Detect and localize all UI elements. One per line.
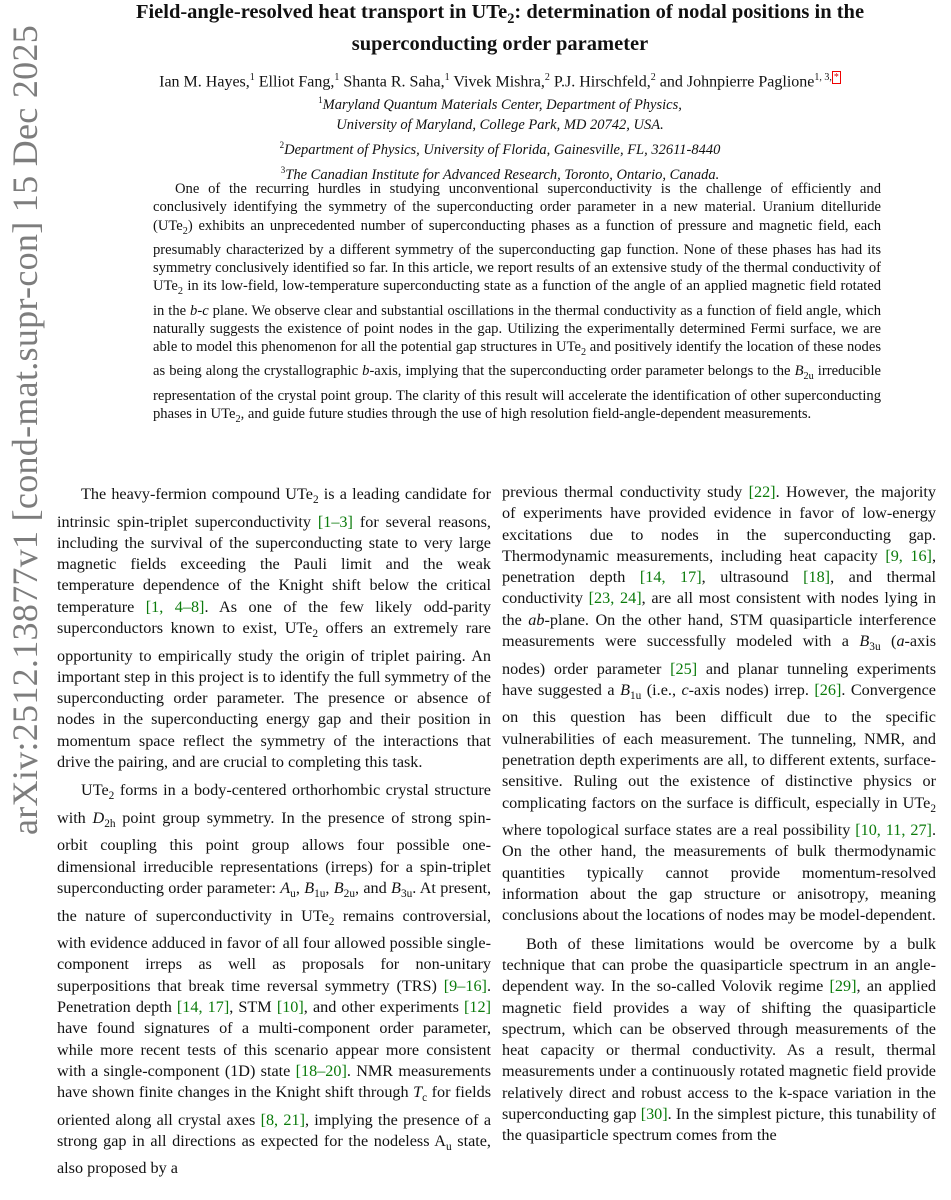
right-column (502, 482, 936, 1154)
paragraph-intro-2: UTe$_2$ forms in a body-centered orthorhombic crystal structure with $D_{2h}$ point group symmetry. In the presence of strong spin-orbit coupling this point group allows four possible one-dimensional irreducible representations (irreps) for a spin-triplet superconducting order parameter: $A_u$, $B_{1u}$, $B_{2u}$, and $B_{3u}$. At present, the nature of superconductivity in UTe$_2$ remains controversial, with evidence adduced in favor of all four allowed possible single-component irreps as well as proposals for non-unitary superpositions that break time reversal symmetry (TRS) [9–16]. Penetration depth [14, 17], STM [10], and other experiments [12] have found signatures of a multi-component order parameter, while more recent tests of this scenario appear more consistent with a single-component (1D) state [18–20]. NMR measurements have shown finite changes in the Knight shift through $T_c$ for fields oriented along all crystal axes [8, 21], implying the presence of a strong gap in all directions as expected for the nodeless $A_u$ state, also proposed by a (57, 781, 492, 1178)
affiliation-1-cont: University of Maryland, College Park, MD 20742, USA. (336, 116, 664, 133)
citation-link[interactable]: [8, 21] (260, 1110, 305, 1129)
abstract: One of the recurring hurdles in studying unconventional superconductivity is the challenge of efficiently and conclusively identifying the symmetry of the superconducting order parameter in a new material. Uranium ditelluride (UTe$_2$) exhibits an unprecedented number of superconducting phases as a function of pressure and magnetic field, each presumably characterized by a different symmetry of the superconducting gap function. None of these phases has had its symmetry conclusively identified so far. In this article, we report results of an extensive study of the thermal conductivity of UTe$_2$ in its low-field, low-temperature superconducting state as a function of the angle of an applied magnetic field rotated in the b-c plane. We observe clear and substantial oscillations in the thermal conductivity as a function of field angle, which naturally suggests the existence of point nodes in the gap. Utilizing the experimentally determined Fermi surface, we are able to model this phenomenon for all the potential gap structures in UTe$_2$ and positively identify the location of these nodes as being along the crystallographic b-axis, implying that the superconducting order parameter belongs to the $B_{2u}$ irreducible representation of the crystal point group. The clarity of this result will accelerate the identification of other superconducting phases in UTe$_2$, and guide future studies through the use of high resolution field-angle-dependent measurements. (153, 181, 881, 425)
left-column (57, 484, 491, 1187)
citation-link[interactable]: [22] (748, 483, 776, 501)
citation-link[interactable]: [9–16] (443, 976, 487, 995)
citation-link[interactable]: [1–3] (317, 512, 353, 531)
citation-link[interactable]: [23, 24] (588, 589, 642, 608)
citation-link[interactable]: [26] (814, 680, 842, 699)
affiliation-2: $^2$Department of Physics, University of Florida, Gainesville, FL, 32611-8440 (279, 139, 721, 158)
citation-link[interactable]: [10, 11, 27] (855, 821, 932, 840)
citation-link[interactable]: [18] (803, 568, 831, 587)
arxiv-identifier-stamp: arXiv:2512.13877v1 [cond-mat.supr-con] 15 Dec 2025 (5, 24, 45, 836)
paragraph-continued: previous thermal conductivity study [22]. However, the majority of experiments have provided evidence in favor of low-energy excitations due to nodes in the superconducting gap. Thermodynamic measurements, including heat capacity [9, 16], penetration depth [14, 17], ultrasound [18], and thermal conductivity [23, 24], are all most consistent with nodes lying in the ab-plane. On the other hand, STM quasiparticle interference measurements were successfully modeled with a $B_{3u}$ (a-axis nodes) order parameter [25] and planar tunneling experiments have suggested a $B_{1u}$ (i.e., c-axis nodes) irrep. [26]. Convergence on this question has been difficult due to the specific vulnerabilities of each measurement. The tunneling, NMR, and penetration depth experiments are all, to different extents, surface-sensitive. Ruling out the existence of distinctive physics or complicating factors on the surface is difficult, especially in UTe$_2$ where topological surface states are a real possibility [10, 11, 27]. On the other hand, the measurements of bulk thermodynamic quantities typically cannot provide momentum-resolved information about the gap structure or anisotropy, meaning conclusions about the locations of nodes may be model-dependent. (502, 483, 937, 925)
citation-link[interactable]: [14, 17] (639, 568, 702, 587)
paragraph-volovik: Both of these limitations would be overcome by a bulk technique that can probe the quasiparticle spectrum in an angle-dependent way. In the so-called Volovik regime [29], an applied magnetic field provides a way of shifting the quasiparticle spectrum, which can be observed through measurements of the heat capacity or thermal conductivity. As a result, thermal measurements under a continuously rotated magnetic field provide relatively direct and robust access to the k-space variation in the superconducting gap [30]. In the simplest picture, this tunability of the quasiparticle spectrum comes from the (502, 934, 936, 1145)
citation-link[interactable]: [12] (464, 997, 491, 1016)
corresponding-author-link[interactable]: * (833, 72, 839, 83)
citation-link[interactable]: [14, 17] (176, 997, 230, 1016)
affiliations (60, 90, 940, 184)
citation-link[interactable]: [9, 16] (885, 546, 932, 565)
paper-title: Field-angle-resolved heat transport in UTe$_2$: determination of nodal positions in the superconducting order parameter (135, 1, 865, 56)
citation-link[interactable]: [1, 4–8] (145, 597, 205, 616)
citation-link[interactable]: [30] (640, 1105, 668, 1124)
paragraph-intro-1: The heavy-fermion compound UTe$_2$ is a leading candidate for intrinsic spin-triplet superconductivity [1–3] for several reasons, including the survival of the superconducting state to very large magnetic fields exceeding the Pauli limit and the weak temperature dependence of the Knight shift below the critical temperature [1, 4–8]. As one of the few likely odd-parity superconductors known to exist, UTe$_2$ offers an extremely rare opportunity to empirically study the origin of triplet pairing. An important step in this project is to identify the full symmetry of the superconducting order parameter. The presence or absence of nodes in the superconducting energy gap and their position in momentum space reflect the symmetry of the interactions that drive the pairing, and are crucial to completing this task. (57, 485, 492, 772)
citation-link[interactable]: [18–20] (295, 1061, 347, 1080)
citation-link[interactable]: [29] (829, 977, 857, 996)
affiliation-1: $^1$Maryland Quantum Materials Center, Department of Physics, (318, 95, 682, 113)
author-list: Ian M. Hayes,$^1$ Elliot Fang,$^1$ Shanta R. Saha,$^1$ Vivek Mishra,$^2$ P.J. Hirschfeld,$^2$ and Johnpierre Paglione$^{1, 3,}$ * (159, 72, 839, 91)
citation-link[interactable]: [25] (670, 659, 698, 678)
citation-link[interactable]: [10] (276, 997, 304, 1016)
affiliation-3: $^3$The Canadian Institute for Advanced Research, Toronto, Ontario, Canada. (280, 164, 720, 183)
